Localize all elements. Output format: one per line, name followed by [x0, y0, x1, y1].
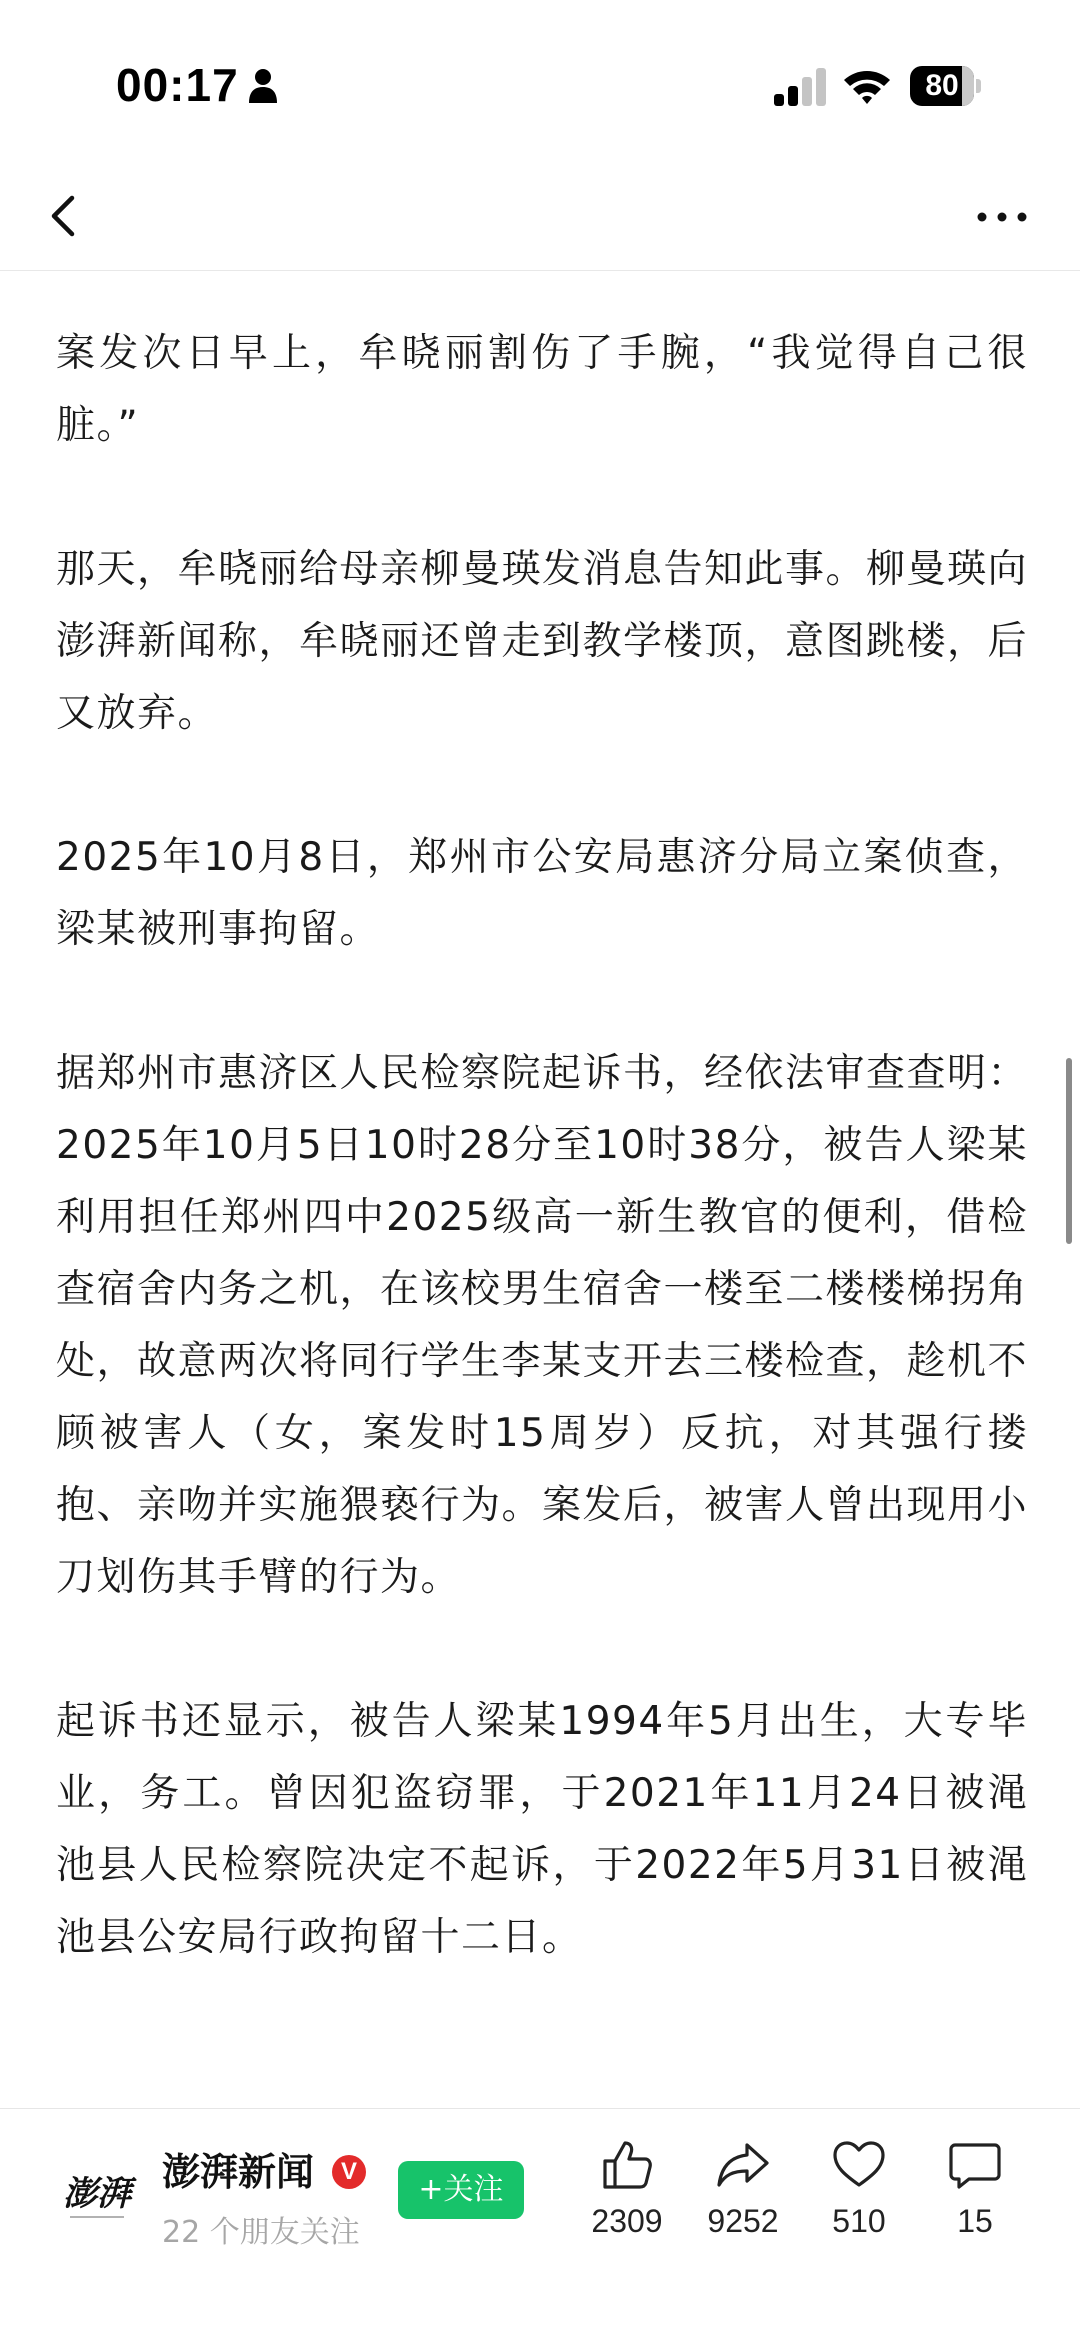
person-icon [248, 68, 278, 104]
article-paragraph: 据郑州市惠济区人民检察院起诉书，经依法审查查明：2025年10月5日10时28分至10时38分，被告人梁某利用担任郑州四中2025级高一新生教官的便利，借检查宿舍内务之机，在该校男生宿舍一楼至二楼楼梯拐角处，故意两次将同行学生李某支开去三楼检查，趁机不顾被害人（女，案发时15周岁）反抗，对其强行搂抱、亲吻并实施猥亵行为。案发后，被害人曾出现用小刀划伤其手臂的行为。 [56, 1051, 1029, 1600]
article-body [56, 318, 1028, 2046]
favorite-count: 510 [832, 2203, 886, 2239]
share-button[interactable] [688, 2137, 798, 2257]
svg-text:澎湃: 澎湃 [63, 2174, 131, 2214]
source-name[interactable]: 澎湃新闻 [162, 2150, 315, 2194]
comment-button[interactable] [920, 2137, 1030, 2257]
friends-following-count: 22 个朋友关注 [162, 2215, 360, 2250]
status-time: 00:17 [116, 59, 239, 111]
scrollbar[interactable] [1066, 1058, 1072, 1244]
share-icon [715, 2137, 771, 2193]
thumbs-up-icon [599, 2137, 655, 2193]
article-paragraph: 起诉书还显示，被告人梁某1994年5月出生，大专毕业，务工。曾因犯盗窃罪，于2021年11月24日被渑池县人民检察院决定不起诉，于2022年5月31日被渑池县公安局行政拘留十二日。 [56, 1699, 1028, 1960]
battery-icon [910, 66, 982, 106]
more-dots-icon[interactable] [972, 192, 1032, 242]
comment-icon [947, 2137, 1003, 2193]
like-button[interactable] [572, 2137, 682, 2257]
status-bar [0, 0, 1080, 170]
comment-count: 15 [957, 2203, 993, 2239]
verified-badge: V [332, 2155, 366, 2189]
chevron-left-icon[interactable] [36, 186, 96, 246]
bottom-action-bar [0, 2108, 1080, 2349]
follow-button[interactable]: +关注 [398, 2161, 524, 2219]
cellular-signal-icon [774, 68, 828, 106]
like-count: 2309 [591, 2203, 663, 2239]
article-paragraph: 那天，牟晓丽给母亲柳曼瑛发消息告知此事。柳曼瑛向澎湃新闻称，牟晓丽还曾走到教学楼顶，意图跳楼，后又放弃。 [56, 547, 1029, 736]
article-paragraph: 案发次日早上，牟晓丽割伤了手腕，“我觉得自己很脏。” [56, 331, 1028, 448]
article-paragraph: 2025年10月8日，郑州市公安局惠济分局立案侦查，梁某被刑事拘留。 [56, 835, 1028, 952]
favorite-button[interactable] [804, 2137, 914, 2257]
heart-icon [831, 2137, 887, 2193]
battery-body [910, 66, 974, 106]
source-logo[interactable] [56, 2157, 138, 2239]
share-count: 9252 [707, 2203, 779, 2239]
nav-bar [0, 170, 1080, 271]
wifi-icon [842, 66, 892, 106]
battery-level: 80 [925, 69, 959, 102]
